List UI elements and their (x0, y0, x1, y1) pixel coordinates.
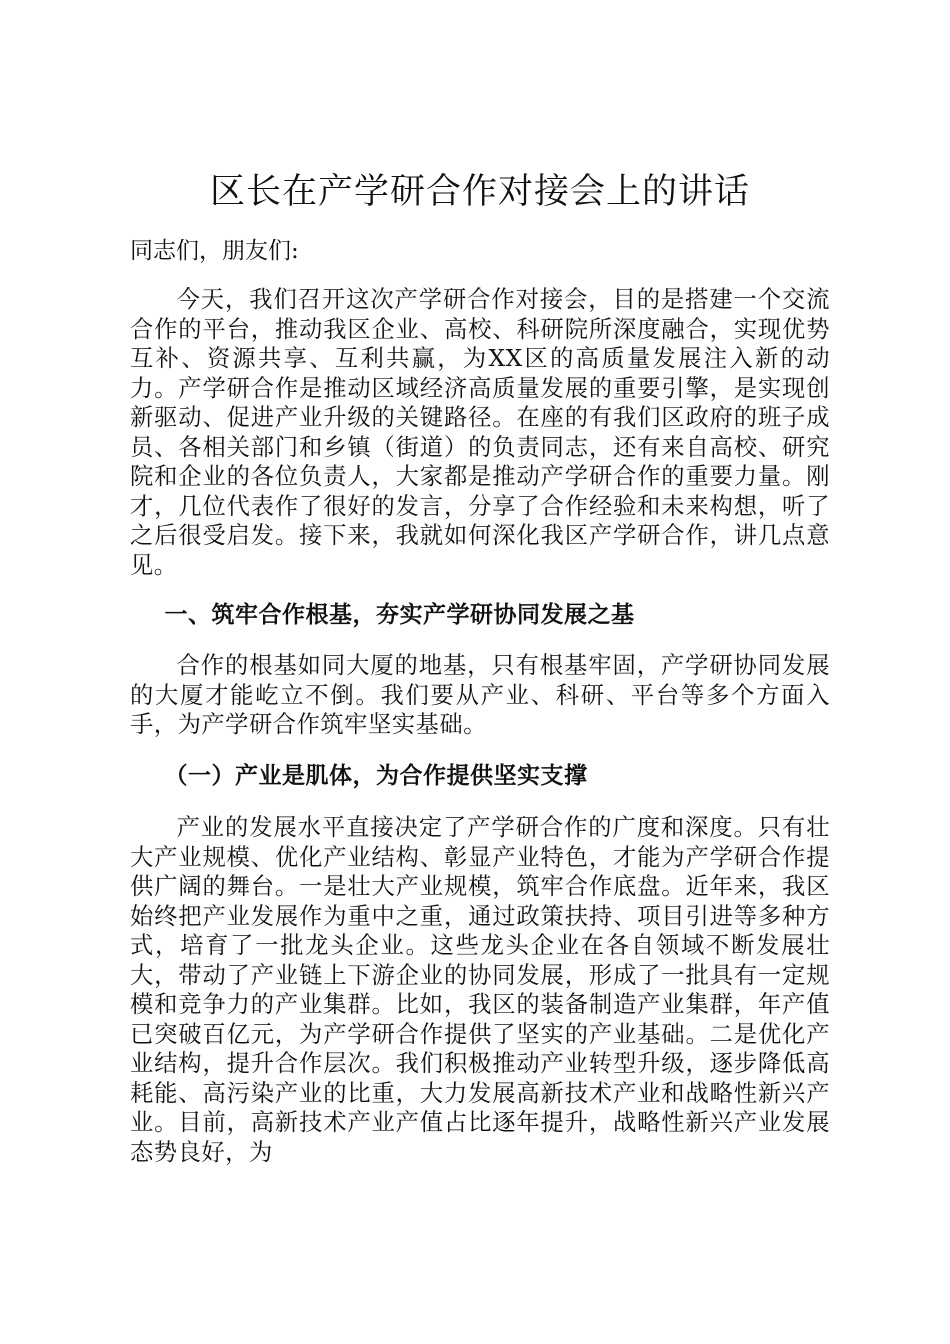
document-title: 区长在产学研合作对接会上的讲话 (209, 172, 750, 212)
salutation: 同志们，朋友们: (130, 238, 299, 264)
subsection-heading-1: （一）产业是肌体，为合作提供坚实支撑 (164, 763, 588, 789)
body-paragraph-section-1: 合作的根基如同大厦的地基，只有根基牢固，产学研协同发展的大厦才能屹立不倒。我们要从产业、科研、平台等多个方面入手，为产学研合作筑牢坚实基础。 (130, 652, 830, 738)
section-heading-1: 一、筑牢合作根基，夯实产学研协同发展之基 (164, 602, 635, 628)
body-paragraph-subsection-1: 产业的发展水平直接决定了产学研合作的广度和深度。只有壮大产业规模、优化产业结构、彰显产业特色，才能为产学研合作提供广阔的舞台。一是壮大产业规模，筑牢合作底盘。近年来，我区始终把产业发展作为重中之重，通过政策扶持、项目引进等多种方式，培育了一批龙头企业。这些龙头企业在各自领域不断发展壮大，带动了产业链上下游企业的协同发展，形成了一批具有一定规模和竞争力的产业集群。比如，我区的装备制造产业集群，年产值已突破百亿元，为产学研合作提供了坚实的产业基础。二是优化产业结构，提升合作层次。我们积极推动产业转型升级，逐步降低高耗能、高污染产业的比重，大力发展高新技术产业和战略性新兴产业。目前，高新技术产业产值占比逐年提升，战略性新兴产业发展态势良好，为 (130, 814, 830, 1166)
body-paragraph-intro: 今天，我们召开这次产学研合作对接会，目的是搭建一个交流合作的平台，推动我区企业、高校、科研院所深度融合，实现优势互补、资源共享、互利共赢，为XX区的高质量发展注入新的动力。产学研合作是推动区域经济高质量发展的重要引擎，是实现创新驱动、促进产业升级的关键路径。在座的有我们区政府的班子成员、各相关部门和乡镇（街道）的负责同志，还有来自高校、研究院和企业的各位负责人，大家都是推动产学研合作的重要力量。刚才，几位代表作了很好的发言，分享了合作经验和未来构想，听了之后很受启发。接下来，我就如何深化我区产学研合作，讲几点意见。 (130, 286, 830, 579)
